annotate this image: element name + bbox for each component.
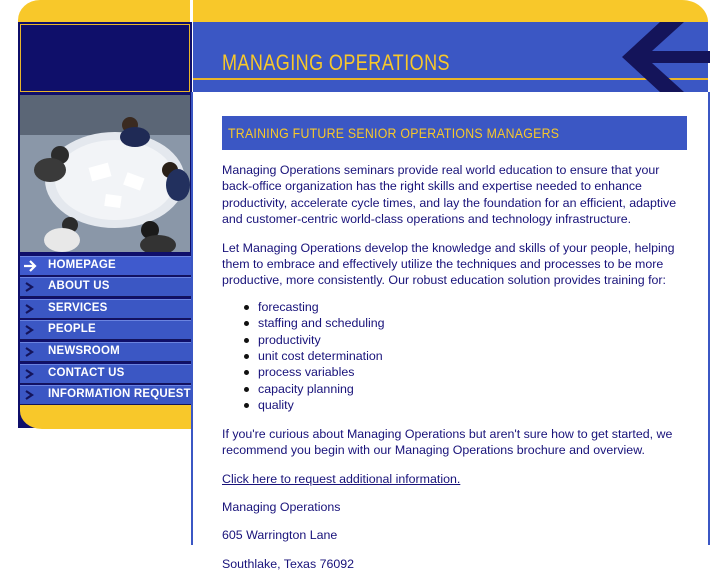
list-item: process variables xyxy=(258,364,690,380)
nav-item-about-us[interactable] xyxy=(20,277,191,297)
nav-label-newsroom: NEWSROOM xyxy=(48,345,120,357)
list-item: staffing and scheduling xyxy=(258,315,690,331)
top-bar-left xyxy=(18,0,190,22)
page-headline: TRAINING FUTURE SENIOR OPERATIONS MANAGERS xyxy=(228,125,560,141)
main-content xyxy=(222,162,690,584)
nav-item-newsroom[interactable] xyxy=(20,342,191,362)
nav-label-homepage: HOMEPAGE xyxy=(48,259,116,271)
nav-label-contact-us: CONTACT US xyxy=(48,367,125,379)
team-meeting-photo xyxy=(20,95,190,252)
list-item: unit cost determination xyxy=(258,348,690,364)
nav-item-contact-us[interactable] xyxy=(20,364,191,384)
arrow-right-icon xyxy=(22,300,40,318)
list-item: productivity xyxy=(258,332,690,348)
main-right-border xyxy=(708,92,710,545)
getting-started-paragraph: If you're curious about Managing Operations but aren't sure how to get started, we recommend you begin with our Managing Operations brochure and overview. xyxy=(222,426,673,458)
training-paragraph: Let Managing Operations develop the knowledge and skills of your people, helping them to embrace and effectively utilize the techniques and processes to be more productive, more consistently. Our robust education solution provides training for: xyxy=(222,240,675,288)
site-title: MANAGING OPERATIONS xyxy=(222,50,450,75)
left-column-bottom-cap xyxy=(20,405,191,429)
nav-item-information-request[interactable] xyxy=(20,385,191,405)
request-info-link[interactable]: Click here to request additional information. xyxy=(222,471,461,486)
logo-box xyxy=(20,24,190,92)
nav-item-people[interactable] xyxy=(20,320,191,340)
nav-item-homepage[interactable] xyxy=(20,256,191,276)
nav-label-information-request: INFORMATION REQUEST xyxy=(48,388,191,400)
list-item: capacity planning xyxy=(258,381,690,397)
nav-label-people: PEOPLE xyxy=(48,323,96,335)
address-name: Managing Operations xyxy=(222,499,341,514)
address-city: Southlake, Texas 76092 xyxy=(222,556,355,571)
arrow-right-icon xyxy=(22,321,40,339)
arrow-right-icon xyxy=(22,343,40,361)
list-item: quality xyxy=(258,397,690,413)
arrow-right-icon xyxy=(22,386,40,404)
arrow-right-icon xyxy=(22,278,40,296)
arrow-right-icon xyxy=(22,365,40,383)
nav-label-services: SERVICES xyxy=(48,302,108,314)
nav-label-about-us: ABOUT US xyxy=(48,280,110,292)
nav-item-services[interactable] xyxy=(20,299,191,319)
address-street: 605 Warrington Lane xyxy=(222,528,338,543)
intro-paragraph: Managing Operations seminars provide real world education to ensure that your back-office organization has the right skills and expertise needed to enhance productivity, accelerate cycle times, and lay the foundation for an efficient, adaptive and customer-centric world-class operations and technology infrastructure. xyxy=(222,163,677,227)
main-left-border xyxy=(191,92,193,545)
top-bar-right xyxy=(193,0,708,22)
request-info-paragraph xyxy=(222,471,690,487)
training-list xyxy=(222,299,690,414)
team-meeting-image xyxy=(20,95,190,252)
arrow-right-icon xyxy=(22,257,40,275)
list-item: forecasting xyxy=(258,299,690,315)
address-block xyxy=(222,499,690,572)
chevron-left-icon xyxy=(622,22,710,92)
headline-banner xyxy=(222,116,687,150)
